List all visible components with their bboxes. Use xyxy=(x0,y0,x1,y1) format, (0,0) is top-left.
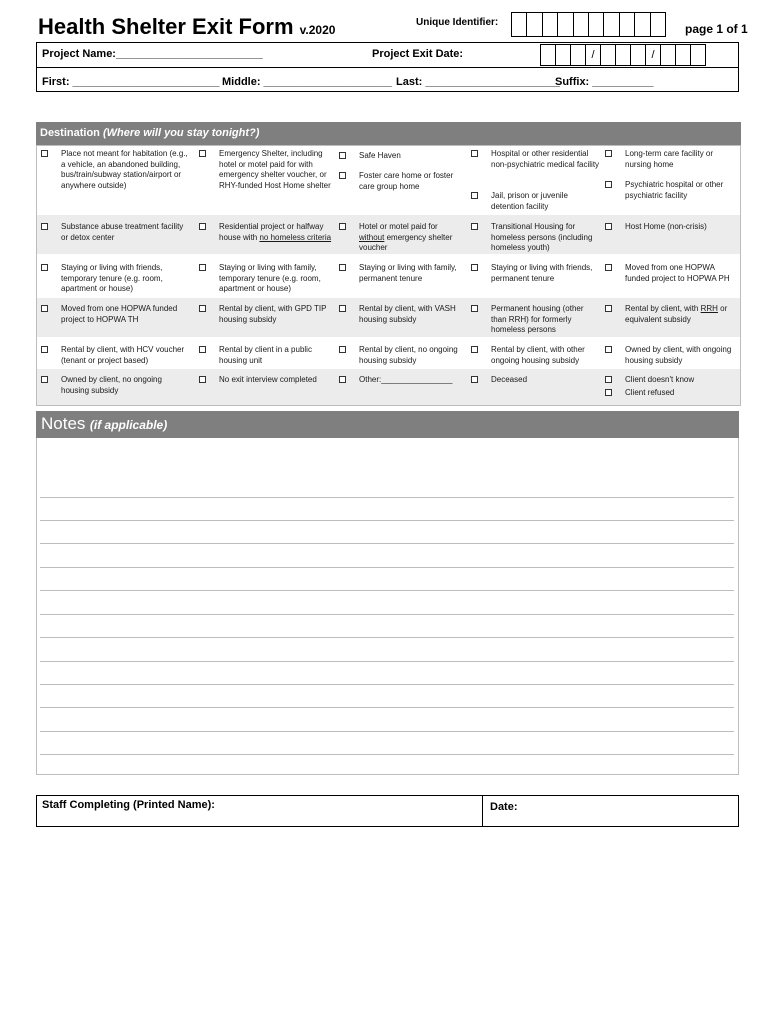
option-hotel-motel[interactable]: Hotel or motel paid for without emergency shelter voucher xyxy=(339,222,464,254)
checkbox[interactable] xyxy=(41,305,48,312)
unique-identifier-label: Unique Identifier: xyxy=(416,17,499,28)
checkbox[interactable] xyxy=(339,223,346,230)
option-gpd-tip[interactable]: Rental by client, with GPD TIP housing subsidy xyxy=(199,304,334,325)
option-friends-permanent[interactable]: Staying or living with friends, permanent tenure xyxy=(471,263,601,284)
date-digit-box[interactable] xyxy=(600,44,616,66)
checkbox[interactable] xyxy=(471,264,478,271)
notes-line xyxy=(40,754,734,755)
checkbox[interactable] xyxy=(339,264,346,271)
form-title: Health Shelter Exit Form v.2020 xyxy=(38,14,336,39)
checkbox[interactable] xyxy=(471,346,478,353)
date-digit-box[interactable] xyxy=(615,44,631,66)
first-name-field[interactable]: First: ________________________ xyxy=(42,76,220,88)
checkbox[interactable] xyxy=(605,346,612,353)
notes-line xyxy=(40,707,734,708)
unique-identifier-boxes[interactable] xyxy=(511,12,665,37)
checkbox[interactable] xyxy=(605,305,612,312)
form-version: v.2020 xyxy=(299,23,336,37)
checkbox[interactable] xyxy=(41,376,48,383)
option-rental-no-subsidy[interactable]: Rental by client, no ongoing housing subsidy xyxy=(339,345,467,366)
staff-date-field[interactable]: Date: xyxy=(490,801,518,813)
option-jail[interactable]: Jail, prison or juvenile detention facility xyxy=(471,191,601,212)
checkbox[interactable] xyxy=(41,150,48,157)
notes-line xyxy=(40,520,734,521)
uid-digit-box[interactable] xyxy=(511,12,527,37)
checkbox[interactable] xyxy=(471,192,478,199)
option-permanent-housing[interactable]: Permanent housing (other than RRH) for formerly homeless persons xyxy=(471,304,601,336)
notes-line xyxy=(40,497,734,498)
checkbox[interactable] xyxy=(41,223,48,230)
option-no-exit-interview[interactable]: No exit interview completed xyxy=(199,375,334,386)
checkbox[interactable] xyxy=(605,150,612,157)
checkbox[interactable] xyxy=(41,264,48,271)
page-number: page 1 of 1 xyxy=(685,22,748,36)
date-digit-box[interactable] xyxy=(570,44,586,66)
checkbox[interactable] xyxy=(339,172,346,179)
checkbox[interactable] xyxy=(41,346,48,353)
option-foster-care[interactable]: Foster care home or foster care group home xyxy=(339,171,464,192)
project-name-label[interactable]: Project Name:________________________ xyxy=(42,48,263,60)
suffix-field[interactable]: Suffix: __________ xyxy=(555,76,654,88)
uid-digit-box[interactable] xyxy=(557,12,573,37)
checkbox[interactable] xyxy=(339,376,346,383)
uid-digit-box[interactable] xyxy=(542,12,558,37)
uid-digit-box[interactable] xyxy=(650,12,666,37)
uid-digit-box[interactable] xyxy=(573,12,589,37)
date-digit-box[interactable] xyxy=(555,44,571,66)
date-separator: / xyxy=(645,44,661,66)
option-owned-no-subsidy[interactable]: Owned by client, no ongoing housing subsidy xyxy=(41,375,191,396)
notes-area[interactable] xyxy=(36,438,739,775)
uid-digit-box[interactable] xyxy=(603,12,619,37)
notes-line xyxy=(40,637,734,638)
checkbox[interactable] xyxy=(605,376,612,383)
option-hopwa-th[interactable]: Moved from one HOPWA funded project to HOPWA TH xyxy=(41,304,191,325)
date-digit-box[interactable] xyxy=(660,44,676,66)
uid-digit-box[interactable] xyxy=(526,12,542,37)
option-vash[interactable]: Rental by client, with VASH housing subsidy xyxy=(339,304,464,325)
option-long-term-care[interactable]: Long-term care facility or nursing home xyxy=(605,149,737,170)
uid-digit-box[interactable] xyxy=(588,12,604,37)
checkbox[interactable] xyxy=(605,181,612,188)
option-rental-other-subsidy[interactable]: Rental by client, with other ongoing housing subsidy xyxy=(471,345,601,366)
option-hopwa-ph[interactable]: Moved from one HOPWA funded project to HOPWA PH xyxy=(605,263,737,284)
option-rrh[interactable]: Rental by client, with RRH or equivalent subsidy xyxy=(605,304,737,325)
checkbox[interactable] xyxy=(471,305,478,312)
uid-digit-box[interactable] xyxy=(634,12,650,37)
checkbox[interactable] xyxy=(199,264,206,271)
option-family-temporary[interactable]: Staying or living with family, temporary tenure (e.g. room, apartment or house) xyxy=(199,263,334,295)
notes-header: Notes (if applicable) xyxy=(36,411,739,438)
notes-line xyxy=(40,661,734,662)
option-host-home[interactable]: Host Home (non-crisis) xyxy=(605,222,737,233)
staff-divider xyxy=(482,795,483,827)
option-hcv-voucher[interactable]: Rental by client, with HCV voucher (tenant or project based) xyxy=(41,345,196,366)
checkbox[interactable] xyxy=(471,223,478,230)
date-digit-box[interactable] xyxy=(690,44,706,66)
checkbox[interactable] xyxy=(199,150,206,157)
date-digit-box[interactable] xyxy=(630,44,646,66)
checkbox[interactable] xyxy=(199,223,206,230)
checkbox[interactable] xyxy=(471,150,478,157)
checkbox[interactable] xyxy=(339,346,346,353)
destination-header: Destination (Where will you stay tonight?) xyxy=(36,122,741,145)
option-hospital[interactable]: Hospital or other residential non-psychiatric medical facility xyxy=(471,149,601,170)
option-client-refused[interactable]: Client refused xyxy=(605,388,737,399)
option-residential-project[interactable]: Residential project or halfway house with no homeless criteria xyxy=(199,222,334,243)
option-other[interactable]: Other:________________ xyxy=(339,375,467,386)
date-separator: / xyxy=(585,44,601,66)
option-family-permanent[interactable]: Staying or living with family, permanent tenure xyxy=(339,263,467,284)
option-transitional-housing[interactable]: Transitional Housing for homeless persons (including homeless youth) xyxy=(471,222,601,254)
checkbox[interactable] xyxy=(605,223,612,230)
staff-name-field[interactable]: Staff Completing (Printed Name): xyxy=(42,799,215,811)
notes-line xyxy=(40,614,734,615)
checkbox[interactable] xyxy=(605,264,612,271)
checkbox[interactable] xyxy=(199,305,206,312)
date-digit-box[interactable] xyxy=(540,44,556,66)
option-safe-haven[interactable]: Safe Haven xyxy=(339,151,464,162)
last-name-field[interactable]: Last: ______________________ xyxy=(396,76,560,88)
checkbox[interactable] xyxy=(605,389,612,396)
option-emergency-shelter[interactable]: Emergency Shelter, including hotel or motel paid for with emergency shelter voucher, or RHY-funded Host Home shelter xyxy=(199,149,334,191)
checkbox[interactable] xyxy=(471,376,478,383)
checkbox[interactable] xyxy=(199,346,206,353)
checkbox[interactable] xyxy=(339,305,346,312)
project-exit-date-label: Project Exit Date: xyxy=(372,48,464,60)
option-place-not-meant[interactable]: Place not meant for habitation (e.g., a vehicle, an abandoned building, bus/train/subway station/airport or anywhere outside) xyxy=(41,149,191,191)
middle-name-field[interactable]: Middle: _____________________ xyxy=(222,76,393,88)
project-exit-date-boxes[interactable] xyxy=(540,44,705,66)
notes-line xyxy=(40,543,734,544)
option-public-housing[interactable]: Rental by client in a public housing unit xyxy=(199,345,334,366)
option-deceased[interactable]: Deceased xyxy=(471,375,601,386)
notes-line xyxy=(40,684,734,685)
notes-line xyxy=(40,567,734,568)
option-psychiatric[interactable]: Psychiatric hospital or other psychiatric facility xyxy=(605,180,737,201)
option-friends-temporary[interactable]: Staying or living with friends, temporary tenure (e.g. room, apartment or house) xyxy=(41,263,191,295)
checkbox[interactable] xyxy=(339,152,346,159)
option-client-doesnt-know[interactable]: Client doesn't know xyxy=(605,375,737,386)
notes-line xyxy=(40,731,734,732)
option-owned-with-subsidy[interactable]: Owned by client, with ongoing housing subsidy xyxy=(605,345,737,366)
notes-line xyxy=(40,590,734,591)
checkbox[interactable] xyxy=(199,376,206,383)
uid-digit-box[interactable] xyxy=(619,12,635,37)
date-digit-box[interactable] xyxy=(675,44,691,66)
option-substance-abuse[interactable]: Substance abuse treatment facility or detox center xyxy=(41,222,191,243)
